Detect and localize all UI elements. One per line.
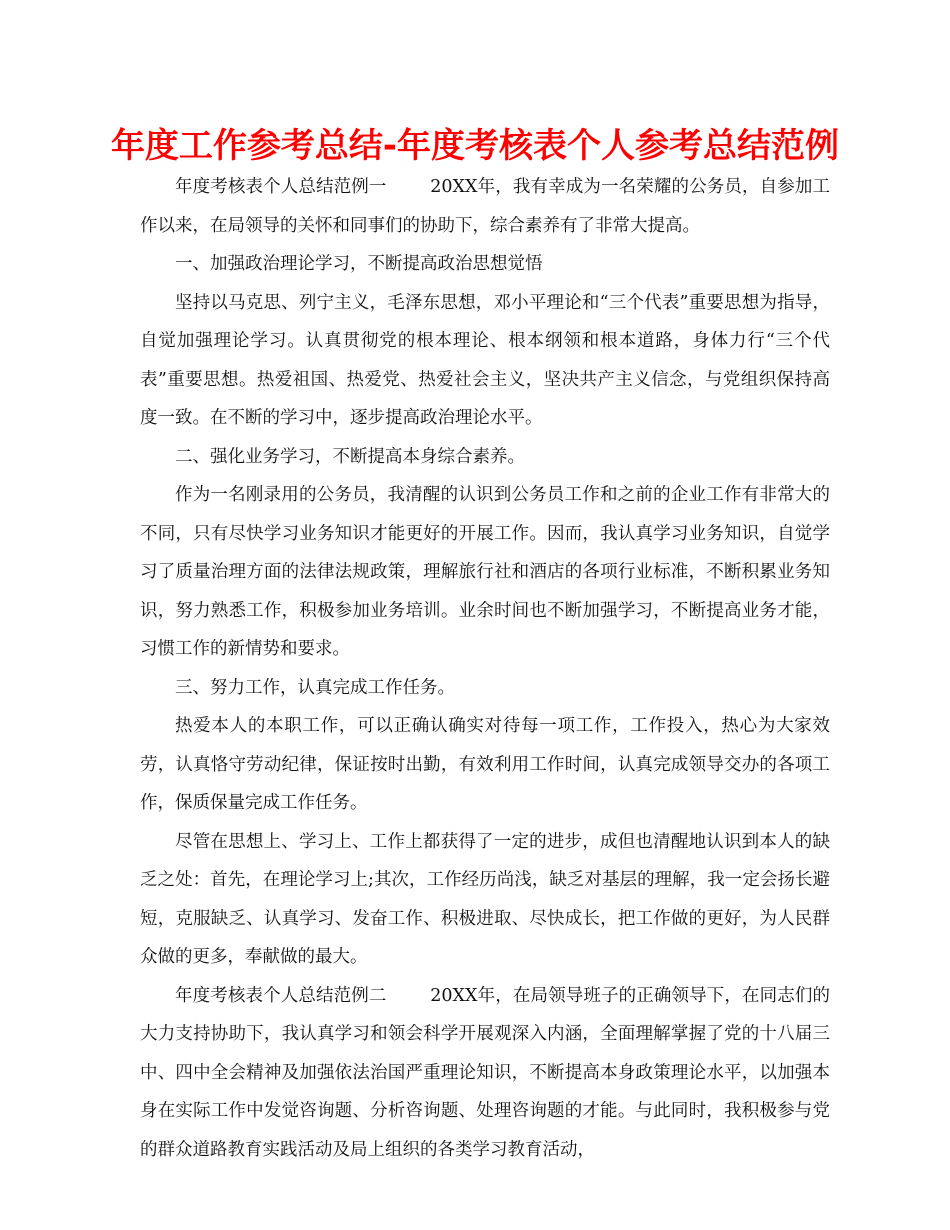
paragraph-text: 二、强化业务学习，不断提高本身综合素养。 bbox=[175, 446, 525, 467]
paragraph-text: 热爱本人的本职工作，可以正确认确实对待每一项工作，工作投入，热心为大家效劳，认真恪守劳动纪律，保证按时出勤，有效利用工作时间，认真完成领导交办的各项工作，保质保量完成工作任务。 bbox=[140, 716, 830, 813]
paragraph-6 bbox=[140, 977, 830, 1170]
paragraph-text: 一、加强政治理论学习，不断提高政治思想觉悟 bbox=[175, 254, 543, 274]
section-lead: 年度考核表个人总结范例一 bbox=[175, 177, 387, 197]
paragraph-text: 三、努力工作，认真完成工作任务。 bbox=[175, 677, 455, 698]
heading-2 bbox=[140, 438, 830, 477]
paragraph-text: 作为一名刚录用的公务员，我清醒的认识到公务员工作和之前的企业工作有非常大的不同，只有尽快学习业务知识才能更好的开展工作。因而，我认真学习业务知识，自觉学习了质量治理方面的法律法规政策，理解旅行社和酒店的各项行业标准，不断积累业务知识，努力熟悉工作，积极参加业务培训。业余时间也不断加强学习，不断提高业务才能，习惯工作的新情势和要求。 bbox=[140, 485, 830, 659]
paragraph-text: 20XX年，在局领导班子的正确领导下，在同志们的大力支持协助下，我认真学习和领会科学开展观深入内涵，全面理解掌握了党的十八届三中、四中全会精神及加强依法治国严重理论知识，不断提高本身政策理论水平，以加强本身在实际工作中发觉咨询题、分析咨询题、处理咨询题的才能。与此同时，我积极参与党的群众道路教育实践活动及局上组织的各类学习教育活动， bbox=[140, 985, 831, 1160]
paragraph-2 bbox=[140, 284, 830, 438]
paragraph-text: 尽管在思想上、学习上、工作上都获得了一定的进步，成但也清醒地认识到本人的缺乏之处：首先，在理论学习上;其次，工作经历尚浅，缺乏对基层的理解，我一定会扬长避短，克服缺乏、认真学习、发奋工作、积极进取、尽快成长，把工作做的更好，为人民群众做的更多，奉献做的最大。 bbox=[140, 831, 830, 967]
paragraph-text: 20XX年，我有幸成为一名荣耀的公务员，自参加工作以来，在局领导的关怀和同事们的协助下，综合素养有了非常大提高。 bbox=[140, 177, 831, 236]
document-body bbox=[140, 168, 830, 1169]
document-title: 年度工作参考总结-年度考核表个人参考总结范例 bbox=[110, 126, 840, 166]
paragraph-3 bbox=[140, 476, 830, 669]
heading-3 bbox=[140, 669, 830, 708]
paragraph-4 bbox=[140, 707, 830, 823]
paragraph-5 bbox=[140, 823, 830, 977]
paragraph-1 bbox=[140, 168, 830, 245]
section-lead: 年度考核表个人总结范例二 bbox=[175, 985, 387, 1006]
paragraph-text: 坚持以马克思、列宁主义，毛泽东思想，邓小平理论和“三个代表”重要思想为指导，自觉加强理论学习。认真贯彻党的根本理论、根本纲领和根本道路，身体力行“三个代表”重要思想。热爱祖国、热爱党、热爱社会主义，坚决共产主义信念，与党组织保持高度一致。在不断的学习中，逐步提高政治理论水平。 bbox=[140, 292, 830, 428]
heading-1 bbox=[140, 245, 830, 284]
